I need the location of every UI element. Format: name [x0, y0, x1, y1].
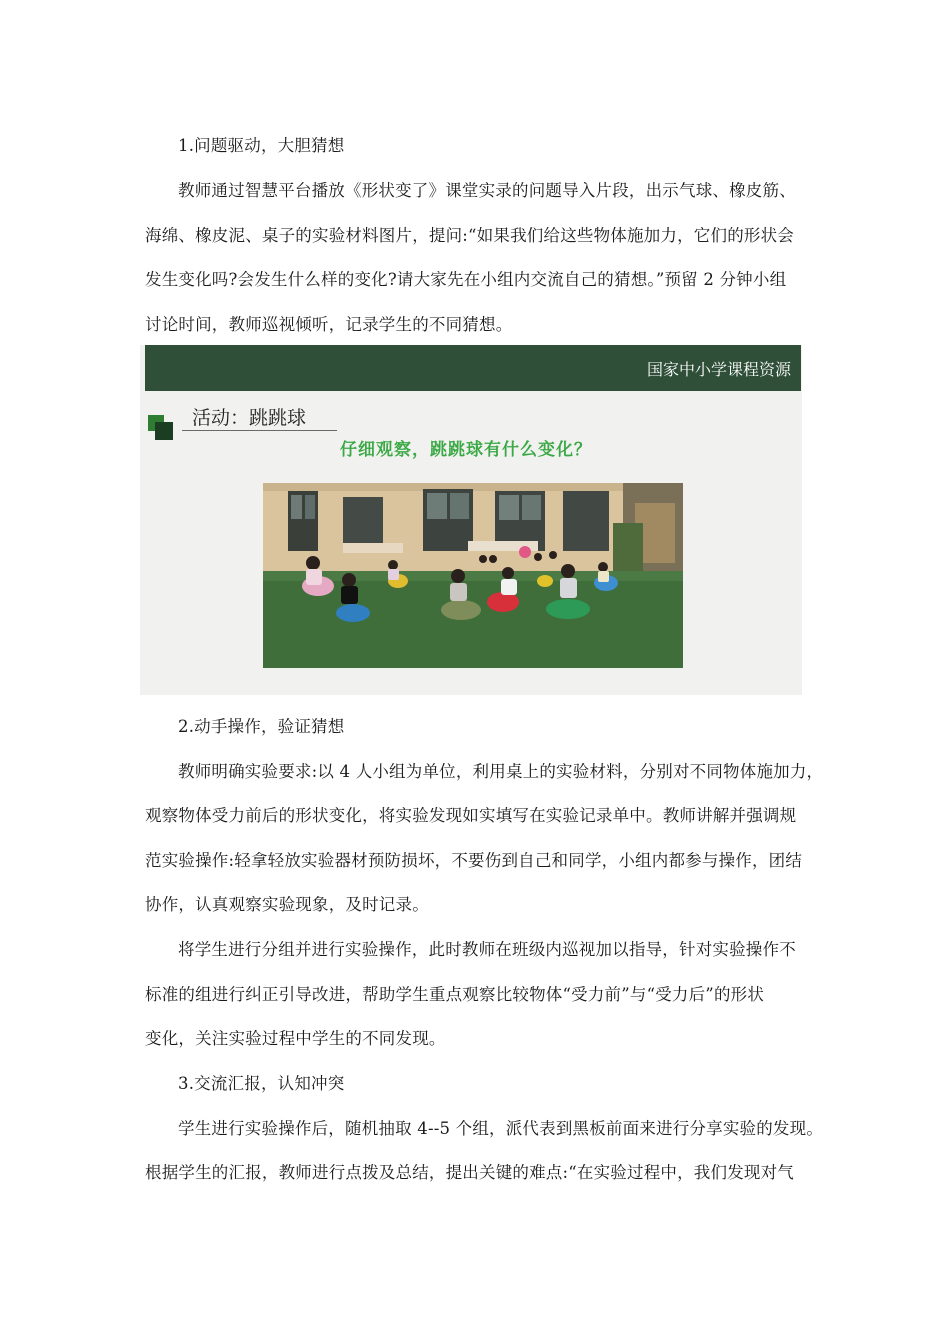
- section-1-paragraph-line: 讨论时间，教师巡视倾听，记录学生的不同猜想。: [145, 315, 513, 334]
- section-2-paragraph-line: 范实验操作:轻拿轻放实验器材预防损坏，不要伤到自己和同学，小组内都参与操作，团结: [145, 851, 803, 870]
- slide-question: 仔细观察，跳跳球有什么变化？: [340, 440, 592, 460]
- section-2-paragraph-line: 观察物体受力前后的形状变化，将实验发现如实填写在实验记录单中。教师讲解并强调规: [145, 806, 797, 825]
- section-2-paragraph-line: 将学生进行分组并进行实验操作，此时教师在班级内巡视加以指导，针对实验操作不: [178, 940, 796, 959]
- section-1-paragraph-line: 发生变化吗?会发生什么样的变化?请大家先在小组内交流自己的猜想。”预留 2 分钟小组: [145, 270, 787, 289]
- slide-title-underline: [182, 430, 337, 431]
- slide-brand: 国家中小学课程资源: [646, 360, 791, 379]
- section-2-paragraph-line: 标准的组进行纠正引导改进，帮助学生重点观察比较物体“受力前”与“受力后”的形状: [145, 985, 765, 1004]
- section-2-paragraph-line: 变化，关注实验过程中学生的不同发现。: [145, 1029, 446, 1048]
- section-2-paragraph-line: 协作，认真观察实验现象，及时记录。: [145, 895, 429, 914]
- kids-hopping-balls-photo: [263, 483, 683, 668]
- section-3-heading: 3.交流汇报，认知冲突: [178, 1074, 345, 1093]
- section-3-paragraph-line: 学生进行实验操作后，随机抽取 4--5 个组，派代表到黑板前面来进行分享实验的发现。: [178, 1119, 824, 1138]
- section-1-heading: 1.问题驱动，大胆猜想: [178, 136, 345, 155]
- section-2-paragraph-line: 教师明确实验要求:以 4 人小组为单位，利用桌上的实验材料，分别对不同物体施加力，: [178, 762, 824, 781]
- section-1-paragraph-line: 教师通过智慧平台播放《形状变了》课堂实录的问题导入片段，出示气球、橡皮筋、: [178, 181, 796, 200]
- section-2-heading: 2.动手操作，验证猜想: [178, 717, 345, 736]
- section-1-paragraph-line: 海绵、橡皮泥、桌子的实验材料图片，提问:“如果我们给这些物体施加力，它们的形状会: [145, 226, 794, 245]
- slide-decor-square-icon: [155, 422, 173, 440]
- section-3-paragraph-line: 根据学生的汇报，教师进行点拨及总结，提出关键的难点:“在实验过程中，我们发现对气: [145, 1163, 794, 1182]
- slide-activity-title: 活动：跳跳球: [192, 407, 307, 429]
- slide-banner: [145, 345, 801, 391]
- photo-illustration: [263, 483, 683, 668]
- lesson-slide-image: [140, 345, 802, 695]
